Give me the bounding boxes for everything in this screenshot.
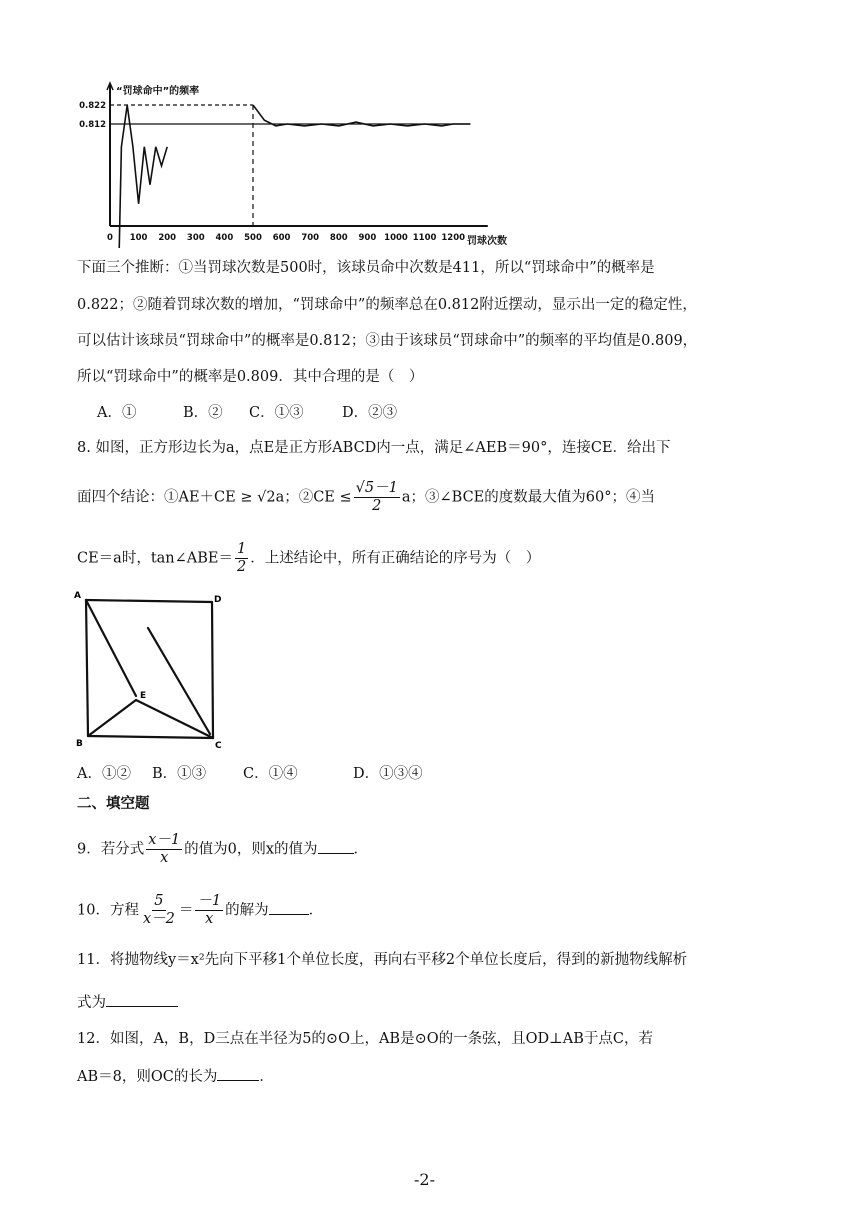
q10-fraction-left <box>141 893 177 928</box>
q8-option-b: B．①③ <box>152 766 207 782</box>
q10-fraction-right-num: －1 <box>197 893 222 909</box>
q8-fraction-tan-num: 1 <box>237 541 247 557</box>
q8-line-3 <box>77 541 540 576</box>
label-b: B <box>76 739 83 749</box>
label-c: C <box>215 741 222 751</box>
x-tick-label: 900 <box>358 233 377 243</box>
q7-option-a: A．① <box>97 405 137 421</box>
q7-option-b: B．② <box>183 405 223 421</box>
square-figure <box>70 588 230 753</box>
x-tick-label: 1100 <box>412 233 437 243</box>
x-tick-label: 600 <box>272 233 291 243</box>
q7-line-2: 0.822；②随着罚球次数的增加，“罚球命中”的频率总在0.812附近摆动，显示出一定的稳定性， <box>77 297 697 313</box>
q9-prefix: 9．若分式 <box>77 841 145 858</box>
q7-line-4: 所以“罚球命中”的概率是0.809．其中合理的是（ ） <box>77 369 424 385</box>
x-tick-label: 1200 <box>441 233 466 243</box>
x-tick-label: 400 <box>215 233 234 243</box>
q8-fraction-tan <box>235 541 248 576</box>
q8-fraction-ce-den: 2 <box>372 498 382 514</box>
q11-answer-blank <box>106 992 178 1007</box>
q9-fraction <box>146 832 182 867</box>
q9-end: ． <box>353 841 369 858</box>
x-tick-label: 300 <box>186 233 205 243</box>
q9-fraction-num: x－1 <box>148 832 181 848</box>
frequency-chart <box>70 78 500 248</box>
x-tick-label: 100 <box>129 233 148 243</box>
q8-line-2-end: a；③∠BCE的度数最大值为60°；④当 <box>401 489 655 506</box>
q11-line-2 <box>77 992 178 1013</box>
q9-suffix: 的值为0，则x的值为 <box>184 841 318 858</box>
q10-suffix: 的解为 <box>225 902 269 919</box>
y-tick-label: 0.822 <box>79 101 106 111</box>
q8-fraction-ce-num: √5－1 <box>355 480 398 496</box>
chart-title: “罚球命中”的频率 <box>116 86 200 97</box>
q12-line-2-text: AB＝8，则OC的长为 <box>77 1069 218 1085</box>
label-e: E <box>140 691 147 701</box>
q8-line-2-start: 面四个结论：①AE＋CE ≥ √2a；②CE ≤ <box>77 489 352 506</box>
q10-fraction-right-den: x <box>205 911 214 927</box>
q8-line-3-start: CE＝a时，tan∠ABE＝ <box>77 550 233 567</box>
x-tick-label: 800 <box>329 233 348 243</box>
q9-answer-blank <box>318 839 354 854</box>
q8-fraction-ce <box>354 480 400 515</box>
q12-line-2 <box>77 1066 274 1087</box>
q10-prefix: 10．方程 <box>77 902 139 919</box>
question-9 <box>77 832 368 867</box>
q10-fraction-left-num: 5 <box>154 893 164 909</box>
series-line-2 <box>253 105 470 126</box>
q8-option-a: A．①② <box>77 766 131 782</box>
question-10 <box>77 893 323 928</box>
q7-option-c: C．①③ <box>249 405 304 421</box>
q7-line-3: 可以估计该球员“罚球命中”的概率是0.812；③由于该球员“罚球命中”的频率的平均值是0.809， <box>77 333 698 349</box>
q10-fraction-right <box>195 893 223 928</box>
page-number: -2- <box>414 1170 435 1189</box>
label-d: D <box>214 595 222 605</box>
q12-line-1: 12．如图，A，B，D三点在半径为5的⊙O上，AB是⊙O的一条弦，且OD⊥AB于点C，若 <box>77 1031 653 1047</box>
q11-line-1: 11．将抛物线y＝x²先向下平移1个单位长度，再向右平移2个单位长度后，得到的新抛物线解析 <box>77 952 688 968</box>
x-tick-label: 500 <box>244 233 262 243</box>
q7-option-d: D．②③ <box>342 405 398 421</box>
q8-option-d: D．①③④ <box>353 766 423 782</box>
q10-answer-blank <box>269 900 309 915</box>
q8-line-2 <box>77 480 655 515</box>
y-tick-label: 0.812 <box>79 120 106 130</box>
q10-equals: ＝ <box>178 902 194 919</box>
q12-answer-blank <box>217 1066 259 1081</box>
q9-fraction-den: x <box>160 850 169 866</box>
label-a: A <box>74 591 81 601</box>
q8-option-c: C．①④ <box>243 766 298 782</box>
section-heading: 二、填空题 <box>77 795 150 812</box>
q7-line-1: 下面三个推断：①当罚球次数是500时，该球员命中次数是411，所以“罚球命中”的概率是 <box>77 260 655 276</box>
chart-xlabel: 罚球次数 <box>467 236 507 247</box>
q11-line-2-text: 式为 <box>77 995 106 1011</box>
q10-end: ． <box>308 902 324 919</box>
x-tick-label: 200 <box>158 233 177 243</box>
x-tick-label: 1000 <box>384 233 408 243</box>
q10-fraction-left-den: x－2 <box>142 911 175 927</box>
q12-end: ． <box>259 1069 274 1085</box>
x-tick-label: 700 <box>301 233 320 243</box>
q8-fraction-tan-den: 2 <box>237 559 247 575</box>
q8-line-1: 8. 如图，正方形边长为a，点E是正方形ABCD内一点，满足∠AEB＝90°，连接CE．给出下 <box>77 440 671 456</box>
q8-line-3-end: ．上述结论中，所有正确结论的序号为（ ） <box>250 550 541 567</box>
x-tick-label: 0 <box>107 233 113 243</box>
